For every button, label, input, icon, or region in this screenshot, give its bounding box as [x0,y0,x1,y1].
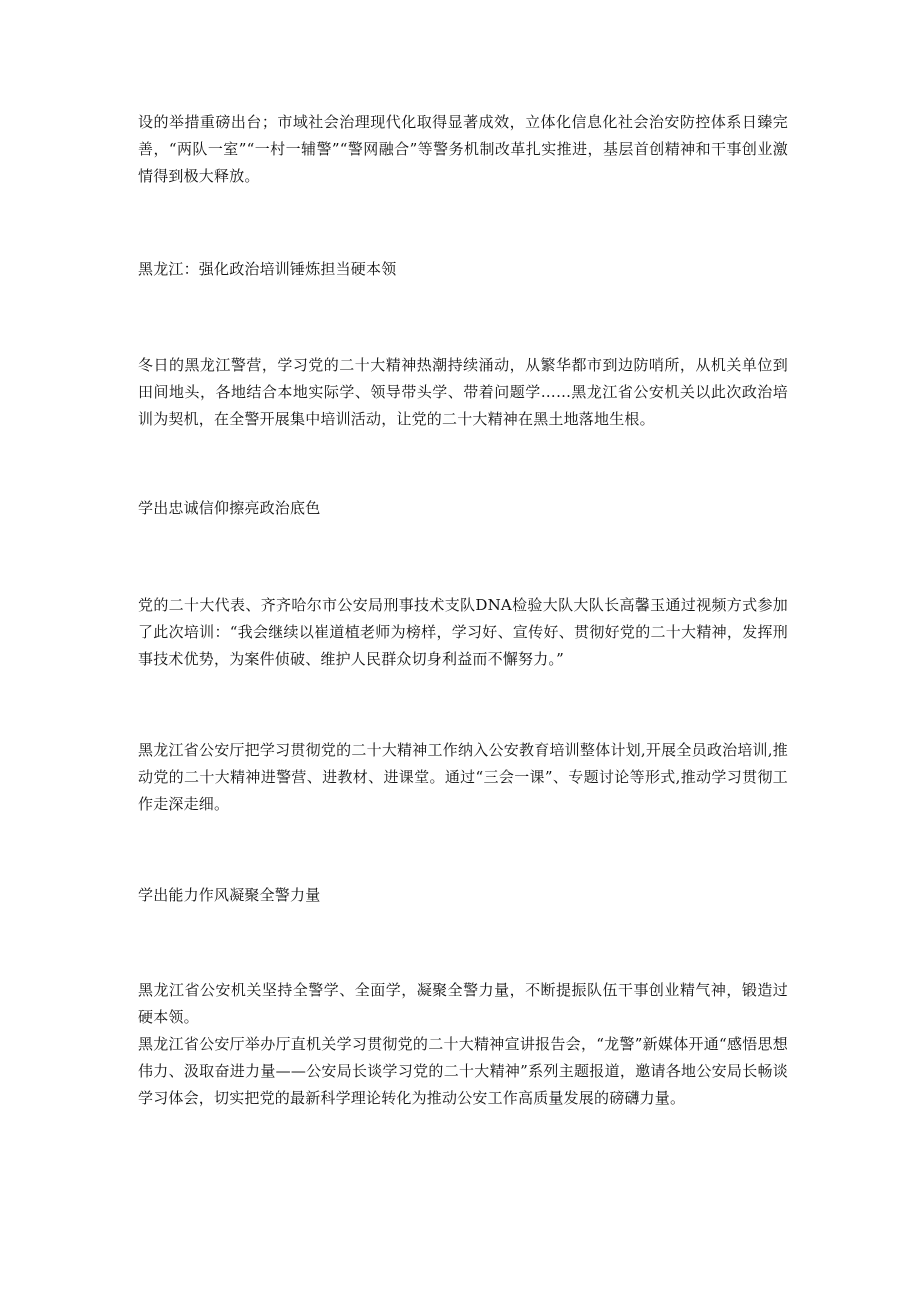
paragraph-winter-police-camp: 冬日的黑龙江警营，学习党的二十大精神热潮持续涌动，从繁华都市到边防哨所，从机关单位到田间地头，各地结合本地实际学、领导带头学、带着问题学……黑龙江省公安机关以此次政治培训为契机，在全警开展集中培训活动，让党的二十大精神在黑土地落地生根。 [138,356,788,428]
subheading-loyalty-faith: 学出忠诚信仰擦亮政治底色 [138,499,321,517]
paragraph-whole-police-study: 黑龙江省公安机关坚持全警学、全面学，凝聚全警力量，不断提振队伍干事创业精气神，锻造过硬本领。 [138,981,788,1026]
paragraph-reform-results: 设的举措重磅出台；市域社会治理现代化取得显著成效，立体化信息化社会治安防控体系日臻完善，“两队一室”“一村一辅警”“警网融合”等警务机制改革扎实推进，基层首创精神和干事创业激情得到极大释放。 [138,113,788,185]
paragraph-delegate-quote: 党的二十大代表、齐齐哈尔市公安局刑事技术支队DNA检验大队大队长高馨玉通过视频方式参加了此次培训：“我会继续以崔道植老师为榜样，学习好、宣传好、贯彻好党的二十大精神，发挥刑事技术优势，为案件侦破、维护人民群众切身利益而不懈努力。” [138,596,788,668]
paragraph-training-plan: 黑龙江省公安厅把学习贯彻党的二十大精神工作纳入公安教育培训整体计划,开展全员政治培训,推动党的二十大精神进警营、进教材、进课堂。通过“三会一课”、专题讨论等形式,推动学习贯彻工作走深走细。 [138,741,788,813]
section-heading-heilongjiang: 黑龙江：强化政治培训锤炼担当硬本领 [138,260,397,278]
subheading-capability-style: 学出能力作风凝聚全警力量 [138,886,321,904]
paragraph-lecture-report: 黑龙江省公安厅举办厅直机关学习贯彻党的二十大精神宣讲报告会，“龙警”新媒体开通“感悟思想伟力、汲取奋进力量——公安局长谈学习党的二十大精神”系列主题报道，邀请各地公安局长畅谈学习体会，切实把党的最新科学理论转化为推动公安工作高质量发展的磅礴力量。 [138,1035,788,1107]
